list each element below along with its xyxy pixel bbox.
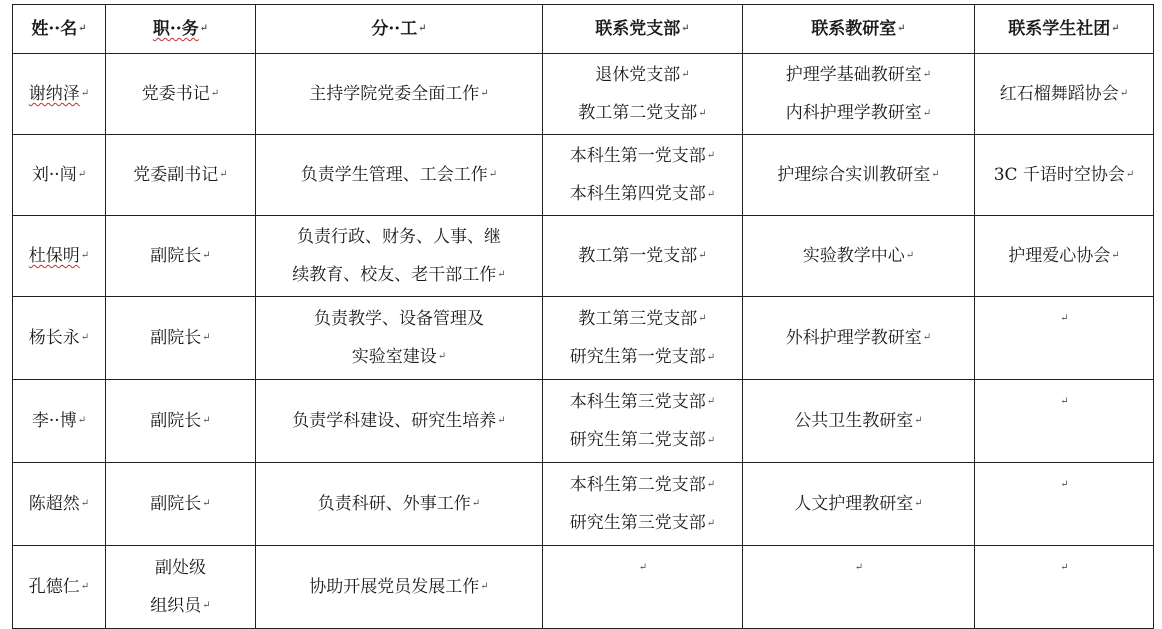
paragraph-mark-icon: ↵ — [922, 69, 932, 80]
paragraph-mark-icon: ↵ — [202, 332, 211, 344]
paragraph-mark-icon: ↵ — [1119, 88, 1129, 100]
position-cell — [106, 463, 256, 546]
cell-text: 退休党支部 — [595, 64, 681, 85]
cell-text: 副院长 — [150, 410, 202, 431]
cell-text: 研究生第一党支部 — [569, 347, 706, 367]
header-club-text: 联系学生社团 — [1008, 18, 1111, 39]
paragraph-mark-icon: ↵ — [706, 434, 716, 446]
cell-line — [743, 237, 974, 276]
cell-text: 孔德仁 — [28, 576, 80, 597]
paragraph-mark-icon: ↵ — [905, 250, 915, 262]
cell-text: 负责学科建设、研究生培养 — [292, 410, 497, 431]
table-row — [13, 546, 1154, 629]
position-cell — [106, 380, 256, 463]
cell-text: 研究生第二党支部 — [569, 430, 706, 450]
cell-text: 本科生第一党支部 — [569, 145, 706, 166]
paragraph-mark-icon: ↵ — [80, 332, 90, 344]
cell-text: 刘··闯 — [31, 164, 77, 185]
header-office-text: 联系教研室 — [811, 18, 897, 39]
cell-line — [975, 156, 1153, 195]
cell-line — [743, 156, 974, 195]
cell-line — [13, 485, 105, 524]
paragraph-mark-icon: ↵ — [80, 581, 90, 593]
cell-text: 内科护理学教研室 — [785, 103, 922, 123]
header-row — [13, 5, 1154, 54]
cell-text: 研究生第三党支部 — [569, 513, 706, 533]
name-cell — [13, 463, 106, 546]
cell-text: 李··博 — [31, 410, 77, 431]
cell-line — [543, 466, 742, 505]
cell-text: 杜保明 — [28, 245, 80, 266]
cell-text: 实验教学中心 — [802, 245, 905, 266]
cell-line — [106, 485, 255, 524]
cell-line — [106, 156, 255, 195]
paragraph-mark-icon: ↵ — [914, 498, 923, 510]
cell-text: 人文护理教研室 — [794, 493, 914, 514]
paragraph-mark-icon: ↵ — [199, 23, 209, 35]
cell-text: 负责行政、财务、人事、继 — [297, 226, 501, 247]
paragraph-mark-icon: ↵ — [1060, 478, 1069, 490]
cell-text: 教工第一党支部 — [578, 245, 698, 266]
branch-cell — [543, 380, 743, 463]
paragraph-mark-icon: ↵ — [202, 415, 211, 427]
office-cell — [743, 135, 975, 216]
paragraph-mark-icon: ↵ — [488, 169, 498, 181]
paragraph-mark-icon: ↵ — [497, 415, 506, 427]
cell-line — [975, 237, 1153, 276]
cell-line — [543, 338, 742, 377]
office-cell — [743, 463, 975, 546]
office-cell — [743, 546, 975, 629]
cell-text: 副院长 — [150, 493, 202, 514]
club-cell — [975, 297, 1154, 380]
cell-line — [256, 75, 542, 114]
table-row — [13, 380, 1154, 463]
cell-text: 陈超然 — [28, 493, 80, 514]
cell-text: 续教育、校友、老干部工作 — [292, 264, 497, 285]
paragraph-mark-icon: ↵ — [931, 169, 940, 181]
paragraph-mark-icon: ↵ — [1111, 250, 1120, 262]
duty-cell — [256, 380, 543, 463]
cell-line — [256, 256, 542, 295]
paragraph-mark-icon: ↵ — [202, 600, 211, 612]
branch-cell — [543, 546, 743, 629]
header-duty — [256, 5, 543, 54]
cell-text: 党委副书记 — [133, 164, 219, 185]
paragraph-mark-icon: ↵ — [922, 332, 932, 344]
name-cell — [13, 216, 106, 297]
cell-line — [256, 338, 542, 377]
cell-text: 护理综合实训教研室 — [777, 164, 931, 185]
duty-cell — [256, 135, 543, 216]
cell-line — [543, 175, 742, 214]
paragraph-mark-icon: ↵ — [77, 169, 87, 181]
club-cell — [975, 135, 1154, 216]
paragraph-mark-icon: ↵ — [914, 415, 923, 427]
cell-line — [743, 485, 974, 524]
paragraph-mark-icon: ↵ — [78, 23, 87, 35]
cell-text: 副院长 — [150, 245, 202, 266]
cell-line — [106, 587, 255, 626]
cell-line — [743, 56, 974, 95]
table-row — [13, 463, 1154, 546]
office-cell — [743, 54, 975, 135]
cell-line — [106, 319, 255, 358]
cell-line — [13, 319, 105, 358]
paragraph-mark-icon: ↵ — [77, 415, 87, 427]
position-cell — [106, 216, 256, 297]
paragraph-mark-icon: ↵ — [706, 150, 716, 161]
cell-line — [13, 402, 105, 441]
paragraph-mark-icon: ↵ — [480, 581, 489, 593]
cell-text: 谢纳泽 — [28, 83, 80, 104]
cell-text: 副处级 — [155, 557, 206, 578]
cell-text: 教工第三党支部 — [578, 308, 698, 329]
position-cell — [106, 135, 256, 216]
table-row — [13, 216, 1154, 297]
paragraph-mark-icon: ↵ — [638, 561, 648, 573]
cell-text: 护理学基础教研室 — [785, 64, 922, 85]
cell-line — [106, 402, 255, 441]
paragraph-mark-icon: ↵ — [706, 479, 716, 490]
cell-text: 主持学院党委全面工作 — [309, 83, 480, 104]
table-row — [13, 54, 1154, 135]
cell-text: 副院长 — [150, 327, 202, 348]
paragraph-mark-icon: ↵ — [897, 23, 906, 35]
branch-cell — [543, 135, 743, 216]
cell-line — [256, 218, 542, 256]
cell-line — [543, 94, 742, 133]
branch-cell — [543, 463, 743, 546]
paragraph-mark-icon: ↵ — [681, 69, 690, 80]
cell-text: 教工第二党支部 — [578, 103, 698, 123]
cell-line — [256, 300, 542, 338]
cell-line — [543, 504, 742, 543]
club-cell — [975, 463, 1154, 546]
branch-cell — [543, 297, 743, 380]
cell-line — [13, 75, 105, 114]
office-cell — [743, 380, 975, 463]
paragraph-mark-icon: ↵ — [706, 351, 716, 363]
cell-line — [975, 75, 1153, 114]
paragraph-mark-icon: ↵ — [1060, 561, 1069, 573]
cell-line — [543, 300, 742, 339]
cell-text: 本科生第二党支部 — [569, 474, 706, 495]
duty-cell — [256, 297, 543, 380]
paragraph-mark-icon: ↵ — [497, 269, 506, 281]
duty-cell — [256, 216, 543, 297]
table-row — [13, 297, 1154, 380]
paragraph-mark-icon: ↵ — [202, 250, 211, 262]
cell-text: 负责科研、外事工作 — [317, 493, 471, 514]
header-position-text: 职··务 — [152, 18, 199, 39]
cell-text: 本科生第四党支部 — [569, 184, 706, 204]
paragraph-mark-icon: ↵ — [706, 517, 716, 529]
duty-table — [12, 4, 1154, 629]
header-name — [13, 5, 106, 54]
header-branch-text: 联系党支部 — [595, 18, 681, 39]
paragraph-mark-icon: ↵ — [706, 396, 716, 407]
paragraph-mark-icon: ↵ — [202, 498, 211, 510]
paragraph-mark-icon: ↵ — [1060, 312, 1069, 324]
paragraph-mark-icon: ↵ — [1125, 169, 1135, 181]
office-cell — [743, 216, 975, 297]
cell-text: 协助开展党员发展工作 — [309, 576, 480, 597]
name-cell — [13, 135, 106, 216]
paragraph-mark-icon: ↵ — [471, 498, 481, 510]
paragraph-mark-icon: ↵ — [698, 250, 707, 262]
branch-cell — [543, 216, 743, 297]
cell-line — [543, 237, 742, 276]
cell-line — [256, 156, 542, 195]
cell-line — [13, 568, 105, 607]
table-body — [13, 54, 1154, 629]
table-row — [13, 135, 1154, 216]
cell-line — [13, 156, 105, 195]
cell-text: 负责教学、设备管理及 — [314, 308, 484, 329]
club-cell — [975, 380, 1154, 463]
cell-line — [256, 402, 542, 441]
paragraph-mark-icon: ↵ — [698, 313, 707, 324]
paragraph-mark-icon: ↵ — [1060, 395, 1069, 407]
name-cell — [13, 546, 106, 629]
paragraph-mark-icon: ↵ — [480, 88, 489, 100]
header-name-text: 姓··名 — [31, 18, 78, 39]
paragraph-mark-icon: ↵ — [437, 351, 447, 363]
cell-text: 本科生第三党支部 — [569, 391, 706, 412]
paragraph-mark-icon: ↵ — [418, 23, 427, 35]
position-cell — [106, 546, 256, 629]
cell-text: 党委书记 — [141, 83, 210, 104]
name-cell — [13, 380, 106, 463]
cell-text: 实验室建设 — [351, 346, 437, 367]
header-duty-text: 分··工 — [371, 18, 418, 39]
header-position — [106, 5, 256, 54]
cell-line — [106, 75, 255, 114]
cell-line — [256, 485, 542, 524]
paragraph-mark-icon: ↵ — [80, 88, 90, 100]
header-office — [743, 5, 975, 54]
cell-line — [543, 137, 742, 176]
cell-line — [106, 549, 255, 587]
cell-text: 组织员 — [150, 595, 202, 616]
cell-line — [743, 319, 974, 358]
branch-cell — [543, 54, 743, 135]
duty-cell — [256, 546, 543, 629]
paragraph-mark-icon: ↵ — [698, 107, 707, 119]
cell-line — [13, 237, 105, 276]
header-club — [975, 5, 1154, 54]
cell-text: 护理爱心协会 — [1008, 245, 1111, 266]
cell-line — [743, 402, 974, 441]
cell-line — [543, 383, 742, 422]
cell-line — [543, 421, 742, 460]
position-cell — [106, 297, 256, 380]
cell-text: 3C 千语时空协会 — [993, 164, 1125, 185]
club-cell — [975, 216, 1154, 297]
paragraph-mark-icon: ↵ — [706, 188, 716, 200]
paragraph-mark-icon: ↵ — [854, 561, 864, 573]
header-branch — [543, 5, 743, 54]
position-cell — [106, 54, 256, 135]
duty-cell — [256, 463, 543, 546]
name-cell — [13, 297, 106, 380]
duty-cell — [256, 54, 543, 135]
name-cell — [13, 54, 106, 135]
club-cell — [975, 54, 1154, 135]
paragraph-mark-icon: ↵ — [681, 23, 690, 35]
cell-line — [256, 568, 542, 607]
paragraph-mark-icon: ↵ — [922, 107, 932, 119]
cell-text: 公共卫生教研室 — [794, 410, 914, 431]
paragraph-mark-icon: ↵ — [219, 169, 228, 181]
cell-line — [106, 237, 255, 276]
cell-text: 负责学生管理、工会工作 — [300, 164, 488, 185]
paragraph-mark-icon: ↵ — [210, 88, 220, 100]
cell-text: 外科护理学教研室 — [785, 327, 922, 348]
paragraph-mark-icon: ↵ — [1111, 23, 1120, 35]
cell-line — [743, 94, 974, 133]
cell-text: 杨长永 — [28, 327, 80, 348]
office-cell — [743, 297, 975, 380]
cell-text: 红石榴舞蹈协会 — [999, 83, 1119, 104]
cell-line — [543, 56, 742, 95]
paragraph-mark-icon: ↵ — [80, 498, 90, 510]
paragraph-mark-icon: ↵ — [80, 250, 90, 262]
club-cell — [975, 546, 1154, 629]
